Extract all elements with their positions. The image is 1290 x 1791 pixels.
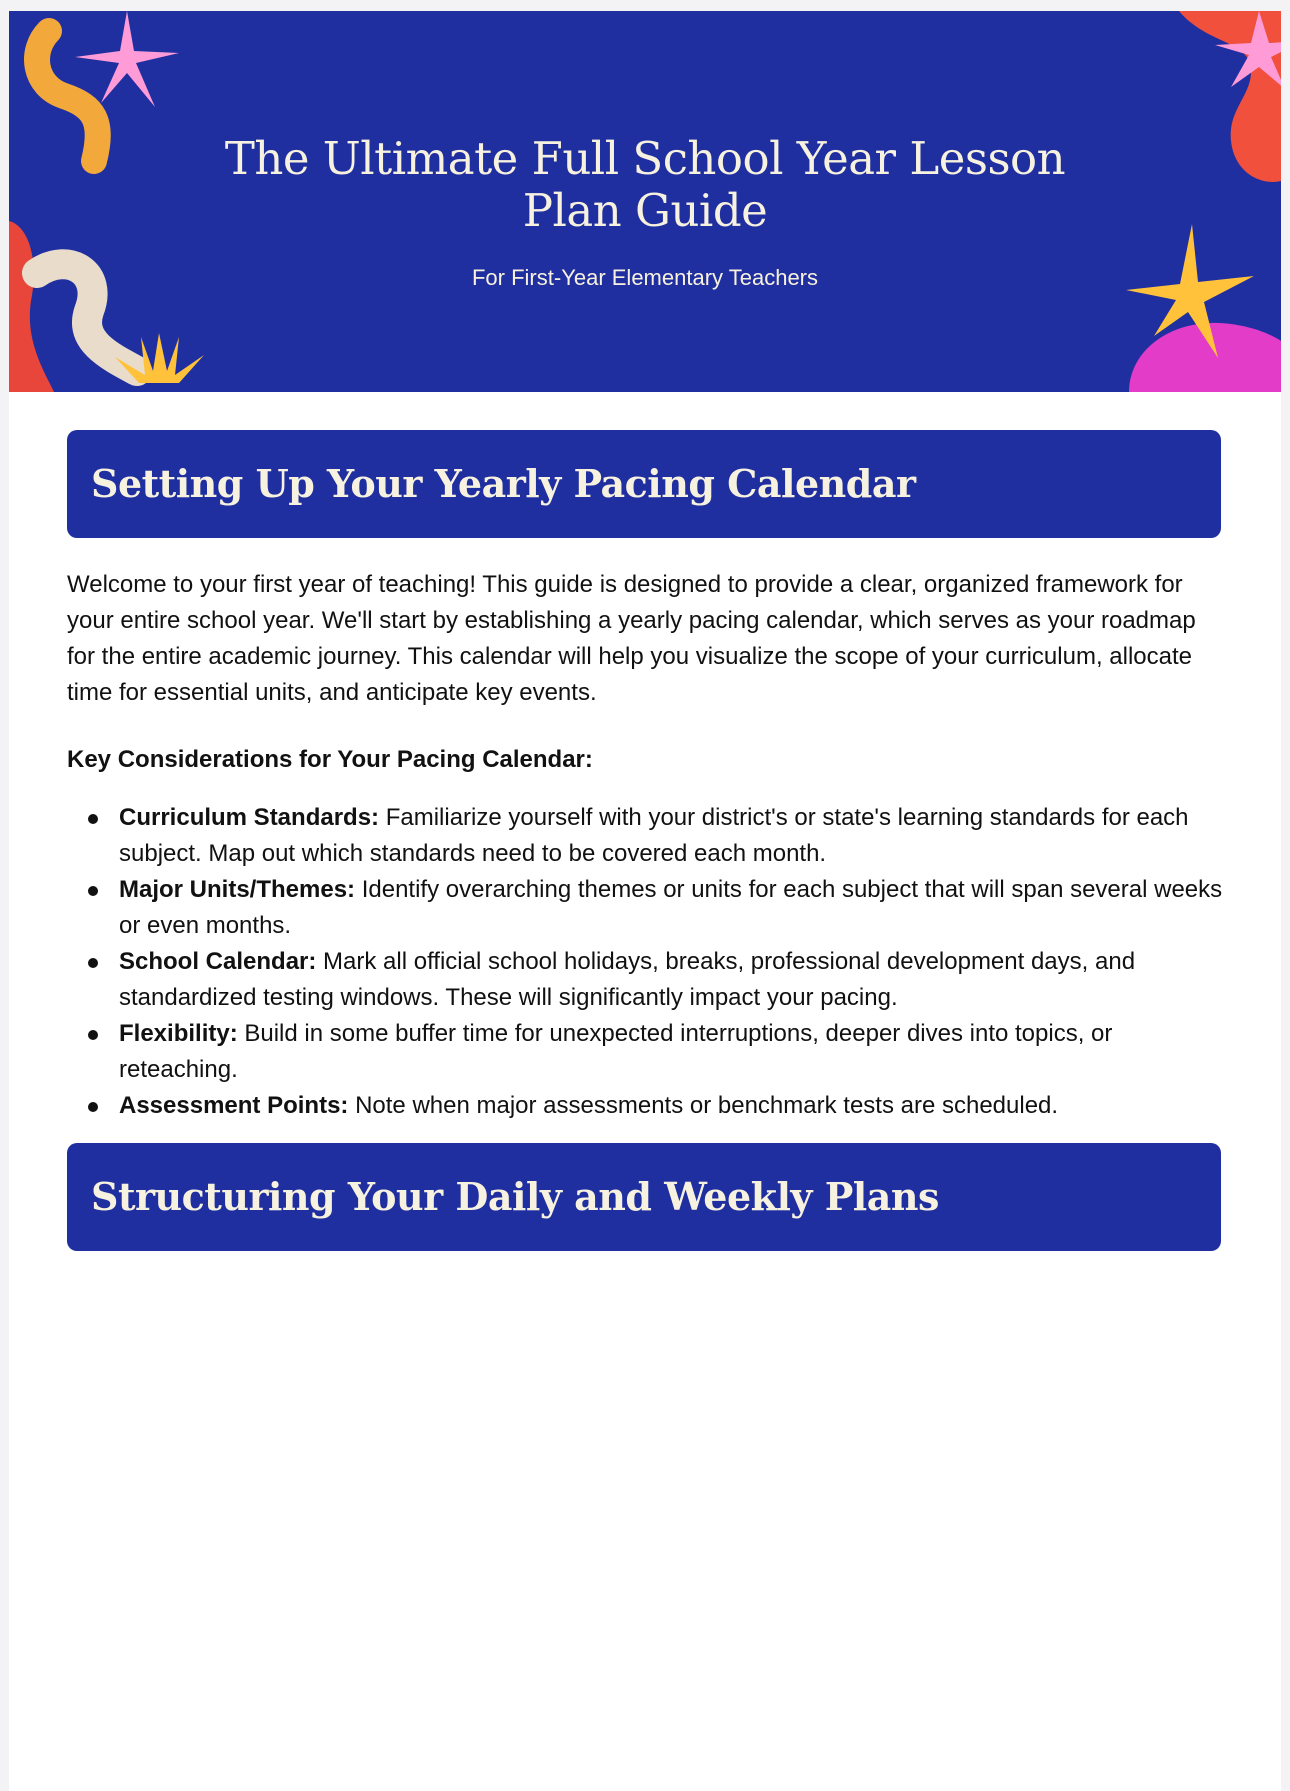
list-item-text: Build in some buffer time for unexpected interruptions, deeper dives into topics, or reteaching.	[119, 1020, 1113, 1083]
list-item-term: Assessment Points:	[119, 1092, 349, 1119]
bullet-icon	[88, 958, 98, 968]
list-item-term: Flexibility:	[119, 1020, 238, 1047]
bullet-icon	[88, 1030, 98, 1040]
list-item	[67, 1088, 1227, 1124]
key-considerations-heading: Key Considerations for Your Pacing Calendar:	[67, 746, 593, 773]
section-heading: Structuring Your Daily and Weekly Plans	[91, 1174, 939, 1219]
section-header-daily-weekly-plans	[67, 1143, 1221, 1251]
list-item-text: Note when major assessments or benchmark tests are scheduled.	[348, 1092, 1059, 1119]
list-item-text: Familiarize yourself with your district's or state's learning standards for each subject. Map out which standards need to be covered each month.	[119, 804, 1189, 867]
hero-banner	[9, 11, 1281, 392]
bullet-icon	[88, 886, 98, 896]
bullet-icon	[88, 814, 98, 824]
coral-blob-shape	[9, 221, 54, 392]
list-item-term: School Calendar:	[119, 948, 317, 975]
bullet-icon	[88, 1102, 98, 1112]
list-item-term: Major Units/Themes:	[119, 876, 356, 903]
list-item-term: Curriculum Standards:	[119, 804, 380, 831]
list-item	[67, 800, 1227, 872]
list-item	[67, 872, 1227, 944]
yellow-squiggle-shape	[37, 31, 98, 161]
list-item-text: Mark all official school holidays, breaks, professional development days, and standardized testing windows. These will significantly impact your pacing.	[119, 948, 1136, 1011]
document-title: The Ultimate Full School Year Lesson Plan Guide	[224, 132, 1066, 237]
section-header-pacing-calendar	[67, 430, 1221, 538]
document-subtitle: For First-Year Elementary Teachers	[471, 265, 819, 290]
list-item-text: Identify overarching themes or units for each subject that will span several weeks or even months.	[119, 876, 1223, 939]
document-page	[9, 11, 1281, 1791]
list-item	[67, 944, 1227, 1016]
section-heading: Setting Up Your Yearly Pacing Calendar	[91, 461, 916, 506]
list-item	[67, 1016, 1227, 1088]
considerations-list	[67, 800, 1227, 1124]
cream-squiggle-shape	[37, 264, 137, 371]
pink-sparkle-icon	[75, 11, 179, 107]
intro-paragraph: Welcome to your first year of teaching! This guide is designed to provide a clear, organized framework for your entire school year. We'll start by establishing a yearly pacing calendar, which serves as your roadmap for the entire academic journey. This calendar will help you visualize the scope of your curriculum, allocate time for essential units, and anticipate key events.	[67, 571, 1196, 706]
